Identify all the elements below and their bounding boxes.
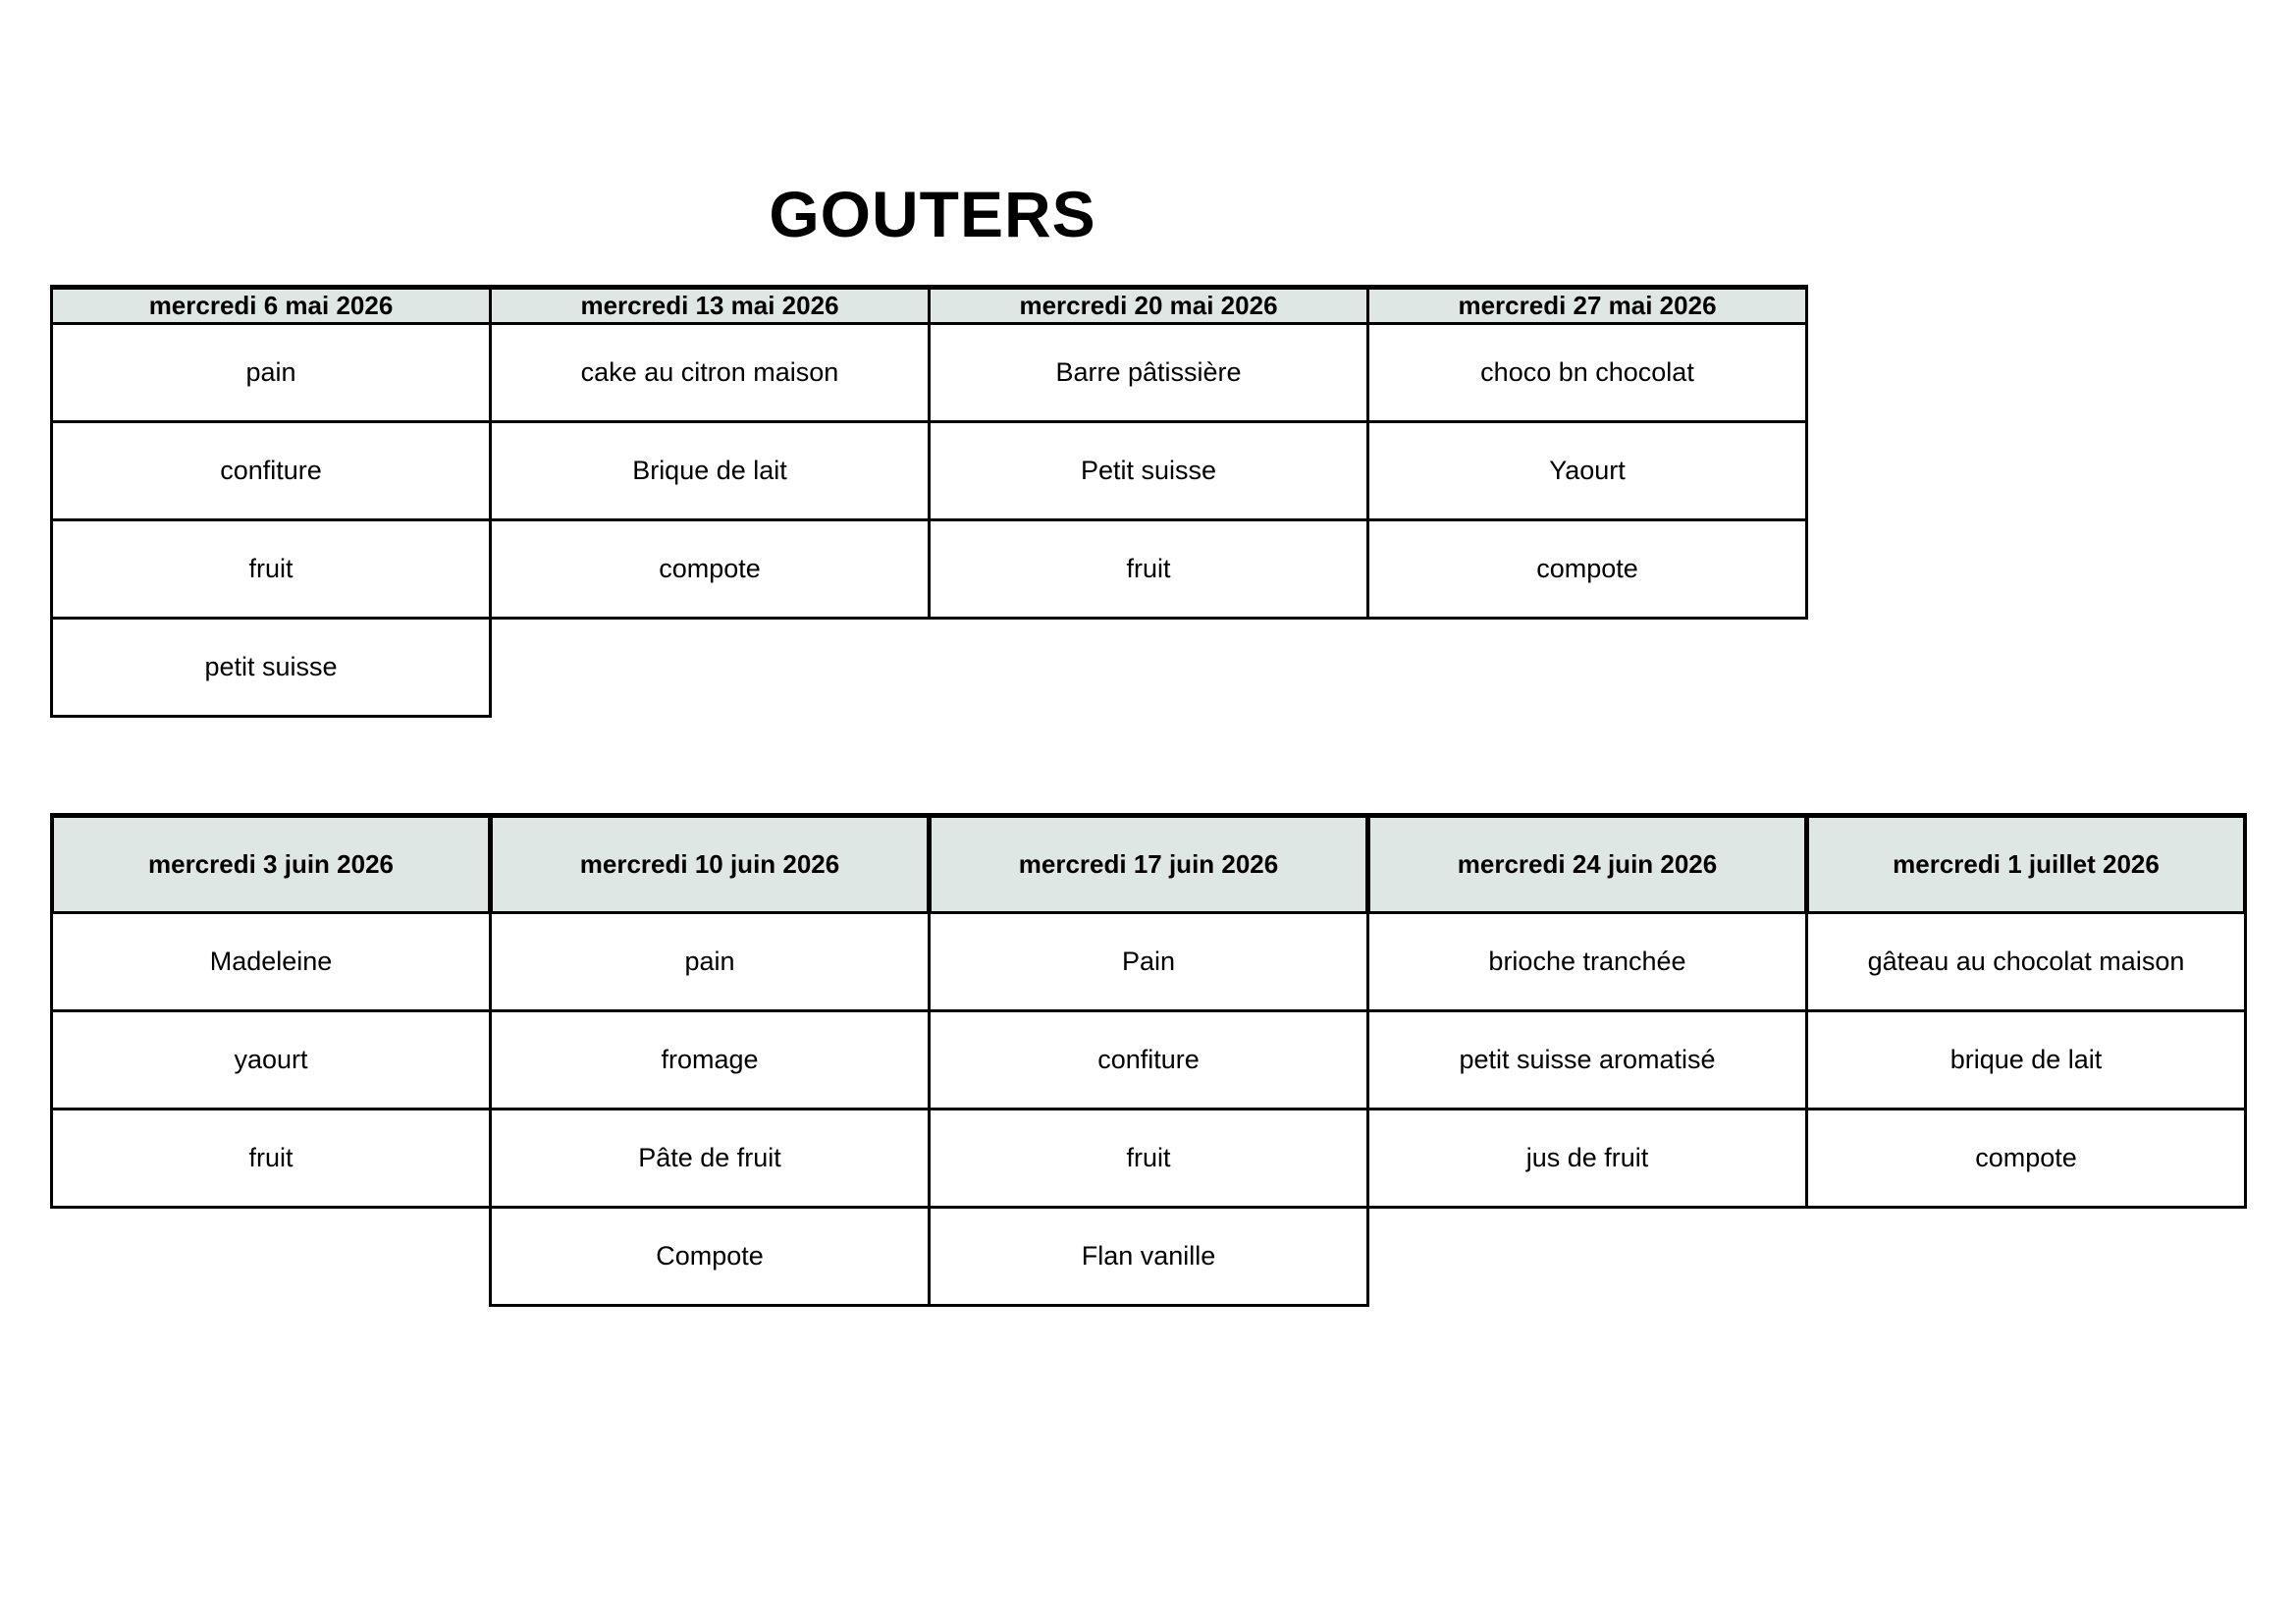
- snack-item: cake au citron maison: [489, 322, 931, 423]
- snack-item: compote: [1366, 518, 1808, 620]
- snack-item: fromage: [489, 1009, 931, 1110]
- snack-item: Brique de lait: [489, 420, 931, 521]
- day-header: mercredi 6 mai 2026: [50, 285, 492, 325]
- snack-item: Petit suisse: [928, 420, 1369, 521]
- snack-item: brique de lait: [1805, 1009, 2247, 1110]
- snack-item: yaourt: [50, 1009, 492, 1110]
- day-header: mercredi 27 mai 2026: [1366, 285, 1808, 325]
- day-header: mercredi 13 mai 2026: [489, 285, 931, 325]
- day-header: mercredi 24 juin 2026: [1366, 813, 1808, 914]
- snack-item: pain: [489, 911, 931, 1012]
- snack-item: petit suisse aromatisé: [1366, 1009, 1808, 1110]
- day-column: [928, 813, 1369, 1307]
- snack-item: Flan vanille: [928, 1206, 1369, 1307]
- snack-item: gâteau au chocolat maison: [1805, 911, 2247, 1012]
- page-title: GOUTERS: [769, 178, 1096, 250]
- snack-item: Madeleine: [50, 911, 492, 1012]
- snack-item: fruit: [50, 518, 492, 620]
- day-header: mercredi 1 juillet 2026: [1805, 813, 2247, 914]
- snack-item: petit suisse: [50, 617, 492, 718]
- day-column: [50, 813, 492, 1209]
- day-column: [489, 285, 931, 620]
- snack-item: confiture: [50, 420, 492, 521]
- snack-item: Yaourt: [1366, 420, 1808, 521]
- snack-item: fruit: [928, 518, 1369, 620]
- day-column: [928, 285, 1369, 620]
- snack-item: compote: [489, 518, 931, 620]
- day-header: mercredi 20 mai 2026: [928, 285, 1369, 325]
- schedule-june: [50, 813, 2244, 1307]
- snack-item: fruit: [50, 1108, 492, 1209]
- day-header: mercredi 3 juin 2026: [50, 813, 492, 914]
- snack-item: Pâte de fruit: [489, 1108, 931, 1209]
- schedule-may: [50, 285, 1805, 718]
- snack-item: Compote: [489, 1206, 931, 1307]
- snack-item: choco bn chocolat: [1366, 322, 1808, 423]
- snack-item: brioche tranchée: [1366, 911, 1808, 1012]
- snack-item: Barre pâtissière: [928, 322, 1369, 423]
- day-column: [1366, 285, 1808, 620]
- day-header: mercredi 17 juin 2026: [928, 813, 1369, 914]
- snack-item: compote: [1805, 1108, 2247, 1209]
- snack-item: jus de fruit: [1366, 1108, 1808, 1209]
- snack-item: pain: [50, 322, 492, 423]
- day-column: [489, 813, 931, 1307]
- day-column: [1805, 813, 2247, 1209]
- day-header: mercredi 10 juin 2026: [489, 813, 931, 914]
- day-column: [1366, 813, 1808, 1209]
- day-column: [50, 285, 492, 718]
- snack-item: Pain: [928, 911, 1369, 1012]
- snack-item: confiture: [928, 1009, 1369, 1110]
- snack-item: fruit: [928, 1108, 1369, 1209]
